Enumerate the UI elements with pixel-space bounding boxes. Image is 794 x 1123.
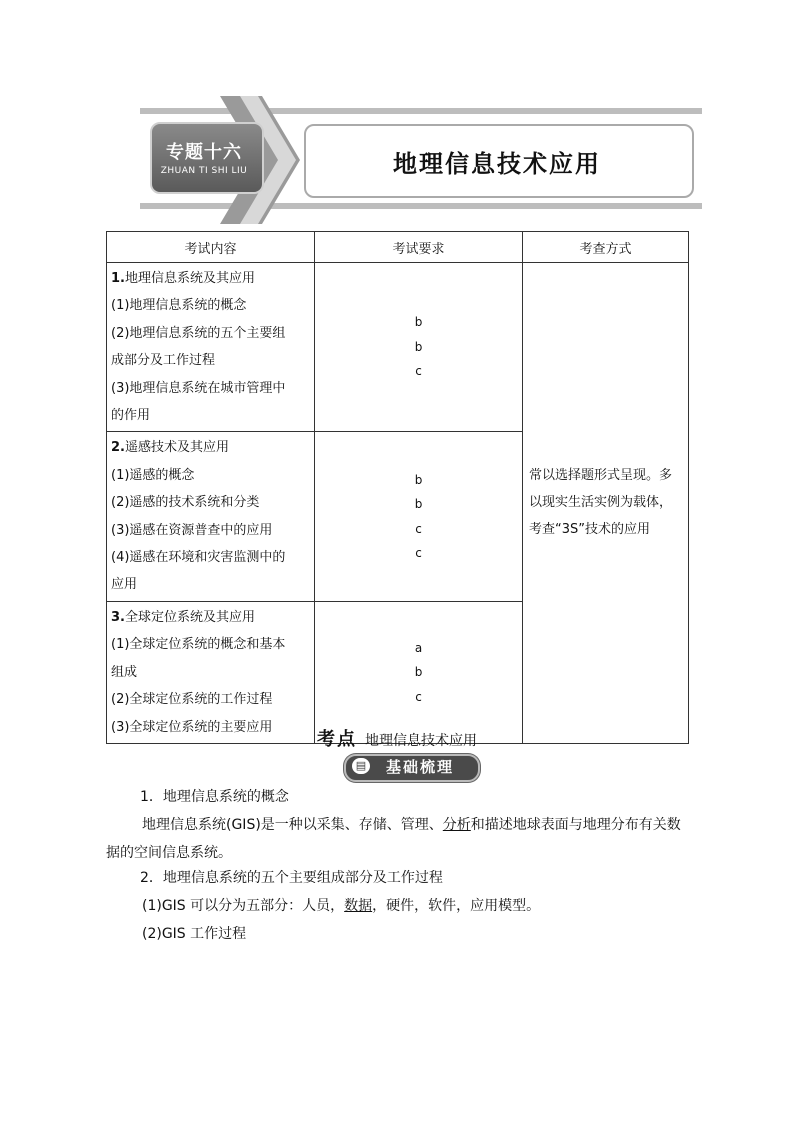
content-cell-rs: 2.遥感技术及其应用 (1)遥感的概念 (2)遥感的技术系统和分类 (3)遥感在资源普查中的应用 (4)遥感在环境和灾害监测中的 应用 [107, 432, 315, 601]
content-cell-gps: 3.全球定位系统及其应用 (1)全球定位系统的概念和基本 组成 (2)全球定位系统的工作过程 (3)全球定位系统的主要应用 [107, 601, 315, 743]
header-method: 考查方式 [523, 232, 689, 263]
exam-requirements-table [106, 231, 689, 744]
method-cell: 常以选择题形式呈现。多 以现实生活实例为载体， 考查“3S”技术的应用 [523, 263, 689, 744]
kaodian-title: 地理信息技术应用 [365, 733, 477, 749]
header-requirement: 考试要求 [315, 232, 523, 263]
content-cell-gis: 1.地理信息系统及其应用 (1)地理信息系统的概念 (2)地理信息系统的五个主要组 成部分及工作过程 (3)地理信息系统在城市管理中 的作用 [107, 263, 315, 432]
topic-pinyin: ZHUAN TI SHI LIU [160, 166, 248, 176]
table-row [107, 263, 689, 432]
requirement-cell-gis: b b c [315, 263, 523, 432]
page-title: 地理信息技术应用 [393, 150, 601, 178]
paragraph-gis-process: (2)GIS 工作过程 [142, 926, 247, 942]
heading-gis-components: 2．地理信息系统的五个主要组成部分及工作过程 [140, 870, 443, 886]
paragraph-gis-parts: (1)GIS 可以分为五部分：人员，数据，硬件，软件，应用模型。 [142, 898, 541, 914]
heading-gis-concept: 1．地理信息系统的概念 [140, 789, 289, 805]
paragraph-gis-concept: 地理信息系统(GIS)是一种以采集、存储、管理、分析和描述地球表面与地理分布有关数 据的空间信息系统。 [106, 817, 681, 861]
book-icon: ▤ [352, 758, 370, 774]
header-content: 考试内容 [107, 232, 315, 263]
basic-review-label: 基础梳理 [385, 758, 454, 776]
kaodian-label: 考点 [317, 729, 357, 750]
section-heading [106, 725, 688, 751]
topic-number: 专题十六 [166, 142, 242, 163]
table-header-row [107, 232, 689, 263]
requirement-cell-gps: a b c [315, 601, 523, 743]
requirement-cell-rs: b b c c [315, 432, 523, 601]
